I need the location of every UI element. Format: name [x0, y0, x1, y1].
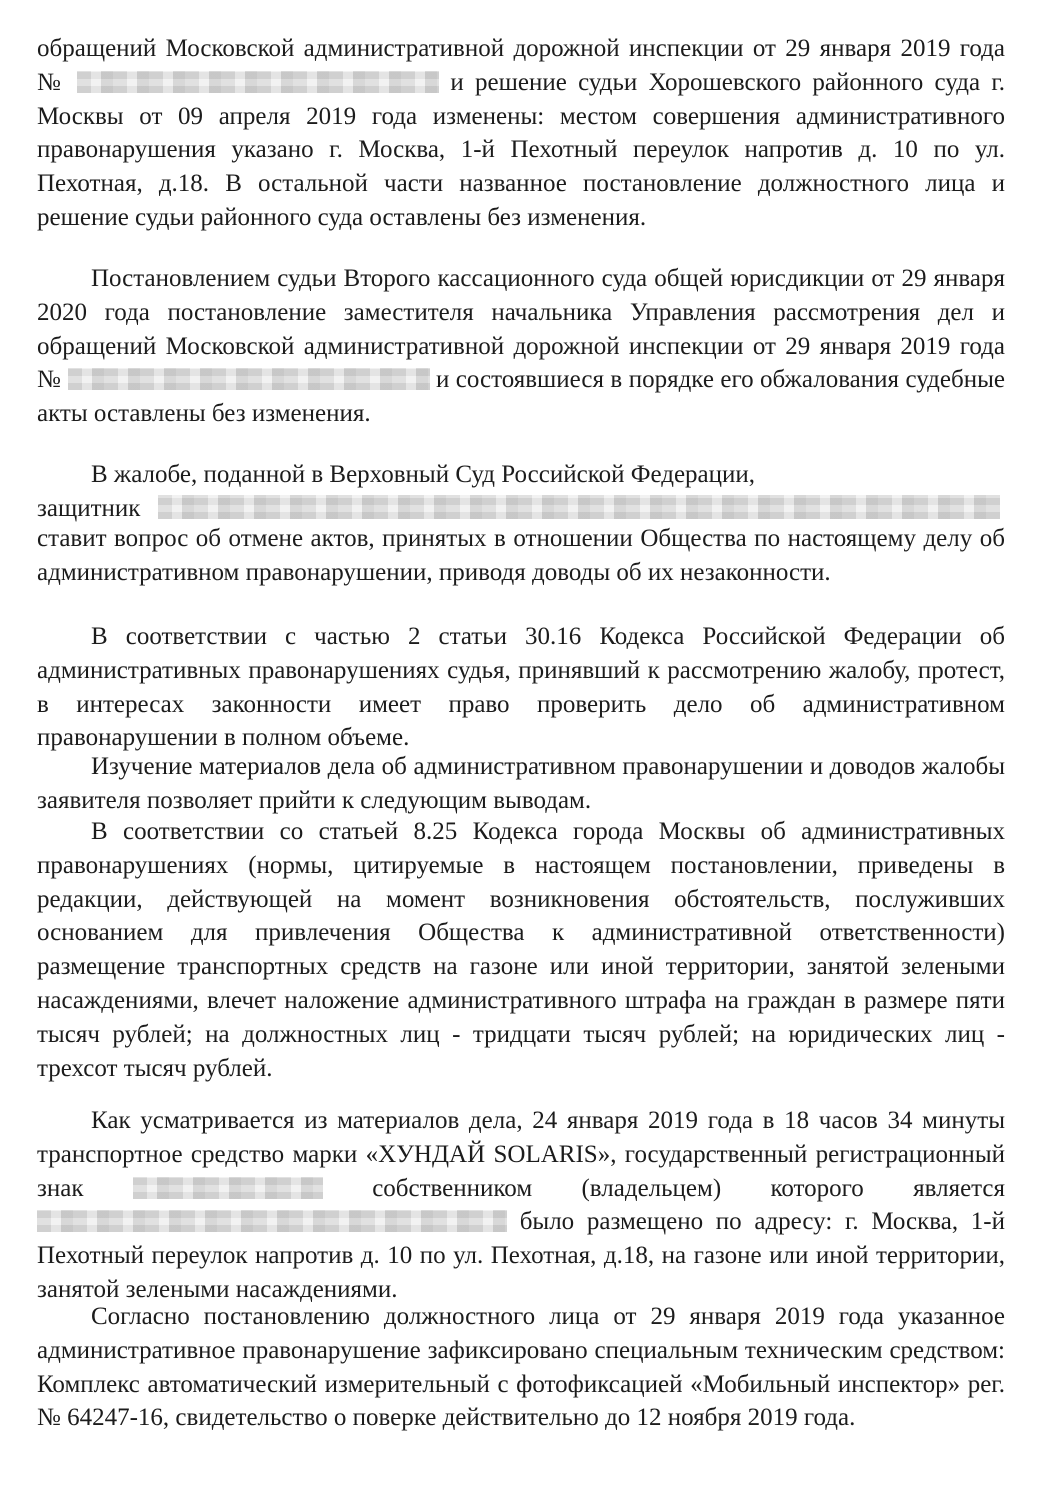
paragraph-6-text: В соответствии со статьей 8.25 Кодекса города Москвы об административных правонарушениях (нормы, цитируемые в настоящем постановлении, приведены в редакции, действующей на момент возникновения обстоятельств, послуживших основанием для привлечения Общества к административной ответственности) размещение транспортных средств на газоне или иной территории, занятой зелеными насаждениями, влечет наложение административного штрафа на граждан в размере пяти тысяч рублей; на должностных лиц - тридцати тысяч рублей; на юридических лиц - трехсот тысяч рублей. — [37, 818, 1005, 1082]
redacted-resolution-number-2 — [68, 368, 430, 390]
paragraph-3-body — [37, 522, 1005, 590]
paragraph-1-text-b: и решение судьи Хорошевского районного суда г. Москвы от 09 апреля 2019 года изменены: местом совершения административного правонарушения указано г. Москва, 1-й Пехотный переулок напротив д. 10 по ул. Пехотная, д.18. В остальной части названное постановление должностного лица и решение судьи районного суда оставлены без изменения. — [37, 68, 1006, 231]
paragraph-1-line-1: обращений Московской административной дорожной инспекции от 29 января — [37, 35, 892, 62]
paragraph-1 — [37, 32, 1005, 235]
paragraph-4 — [37, 620, 1005, 755]
paragraph-4-text: В соответствии с частью 2 статьи 30.16 Кодекса Российской Федерации об административных правонарушениях судья, принявший к рассмотрению жалобу, протест, в интересах законности имеет право проверить дело об административном правонарушении в полном объеме. — [37, 623, 1005, 752]
paragraph-3-line-1: В жалобе, поданной в Верховный Суд Российской Федерации, — [91, 461, 756, 488]
paragraph-5-text: Изучение материалов дела об административном правонарушении и доводов жалобы заявителя позволяет прийти к следующим выводам. — [37, 753, 1005, 814]
paragraph-7-text-c: было размещено по адресу: г. Москва, 1-й Пехотный переулок напротив д. 10 по ул. Пехотная, д.18, на газоне или иной территории, занятой зелеными насаждениями. — [37, 1208, 1006, 1303]
paragraph-2-text-b: и состоявшиеся в порядке его обжалования судебные акты оставлены без изменения. — [37, 366, 1005, 428]
paragraph-8-text: Согласно постановлению должностного лица от 29 января 2019 года указанное административное правонарушение зафиксировано специальным техническим средством: Комплекс автоматический измерительный с фотофиксацией «Мобильный инспектор» рег. № 64247-16, свидетельство о поверке действительно до 12 ноября 2019 года. — [37, 1303, 1005, 1432]
paragraph-3-defender-label: защитник — [37, 495, 141, 522]
redacted-registration-plate — [133, 1177, 323, 1199]
redacted-owner-name — [37, 1210, 507, 1232]
paragraph-1-text-a: 2019 года № — [37, 35, 1006, 96]
paragraph-7 — [37, 1104, 1005, 1307]
paragraph-3 — [37, 458, 1005, 492]
redacted-defender-name — [158, 495, 1000, 519]
paragraph-2 — [37, 262, 1005, 431]
paragraph-7-text-b: собственником (владельцем) которого является — [372, 1174, 1005, 1202]
paragraph-3-text: ставит вопрос об отмене актов, принятых в отношении Общества по настоящему делу об административном правонарушении, приводя доводы об их незаконности. — [37, 525, 1005, 586]
paragraph-2-text-a: Постановлением судьи Второго кассационного суда общей юрисдикции от 29 января 2020 года постановление заместителя начальника Управления рассмотрения дел и обращений Московской административной дорожной инспекции от 29 января 2019 года № — [37, 265, 1005, 394]
paragraph-5 — [37, 750, 1005, 818]
redacted-resolution-number — [77, 71, 439, 93]
paragraph-7-text-a: Как усматривается из материалов дела, 24 января 2019 года в 18 часов 34 минуты транспортное средство марки «ХУНДАЙ SOLARIS», государственный регистрационный знак — [37, 1107, 1005, 1202]
paragraph-6 — [37, 815, 1005, 1085]
paragraph-8 — [37, 1300, 1005, 1435]
